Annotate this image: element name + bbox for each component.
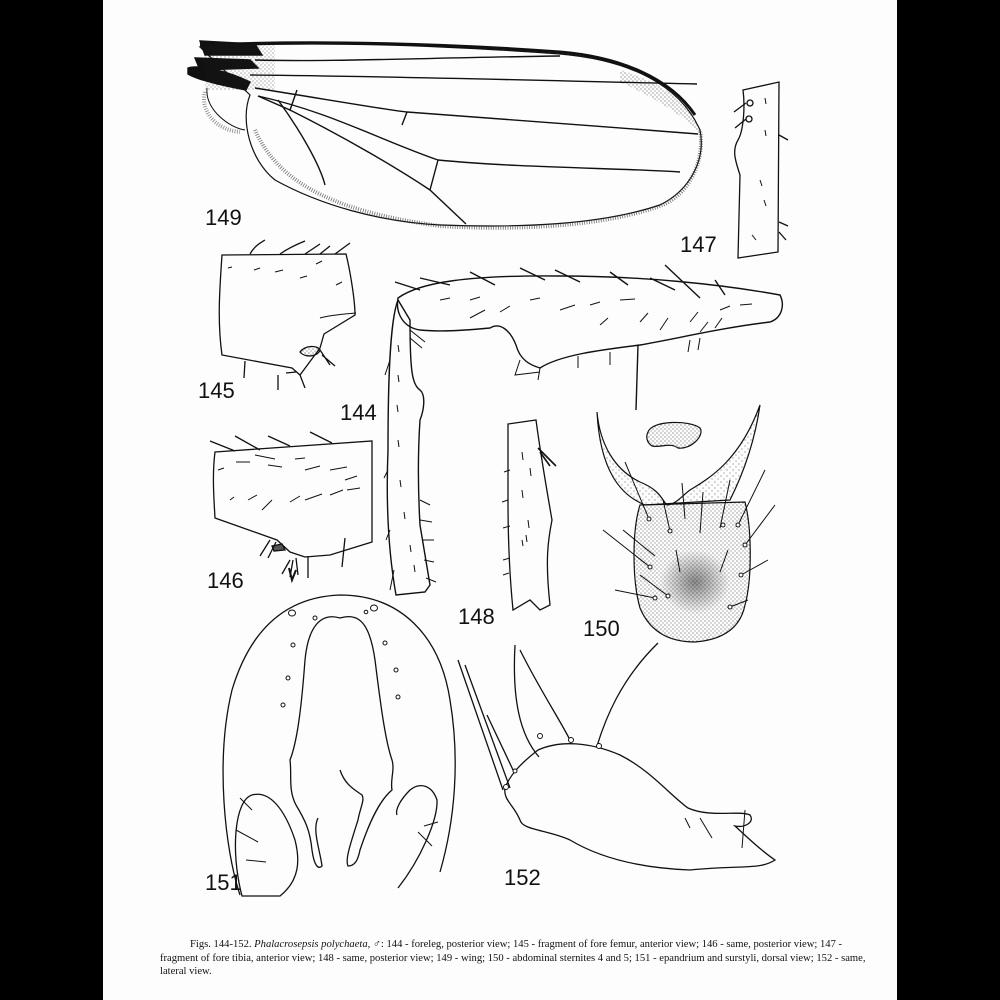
figure-label-146: 146 [207,568,244,593]
surstylus-lateral-drawing-152 [458,643,775,870]
figure-label-149: 149 [205,205,242,230]
femur-fragment-drawing-145 [219,240,356,390]
caption-sex-symbol: ♂ [372,939,381,950]
tibia-fragment-drawing-148 [502,420,556,610]
caption-prefix: Figs. 144-152. [190,939,252,950]
figure-caption [160,938,880,979]
caption-comma: , [367,939,373,950]
figure-label-151: 151 [205,870,242,895]
figure-label-147: 147 [680,232,717,257]
figure-label-145: 145 [198,378,235,403]
caption-body: : 144 - foreleg, posterior view; 145 - fragment of fore femur, anterior view; 146 - same, posterior view; 147 - fragment of fore tibia, anterior view; 148 - same, posterior view; 149 - wing; 150 - abdominal sternites 4 and 5; 151 - epandrium and surstyli, dorsal view; 152 - same, lateral view. [160,939,866,977]
figure-label-144: 144 [340,400,377,425]
figure-label-150: 150 [583,616,620,641]
epandrium-drawing-151 [223,595,455,896]
figure-label-152: 152 [504,865,541,890]
sternite-drawing-150 [597,405,775,642]
figure-label-148: 148 [458,604,495,629]
caption-species: Phalacrosepsis polychaeta [254,939,368,950]
femur-fragment-drawing-146 [210,432,372,580]
tibia-fragment-drawing-147 [734,82,788,258]
wing-drawing-149 [188,41,701,228]
